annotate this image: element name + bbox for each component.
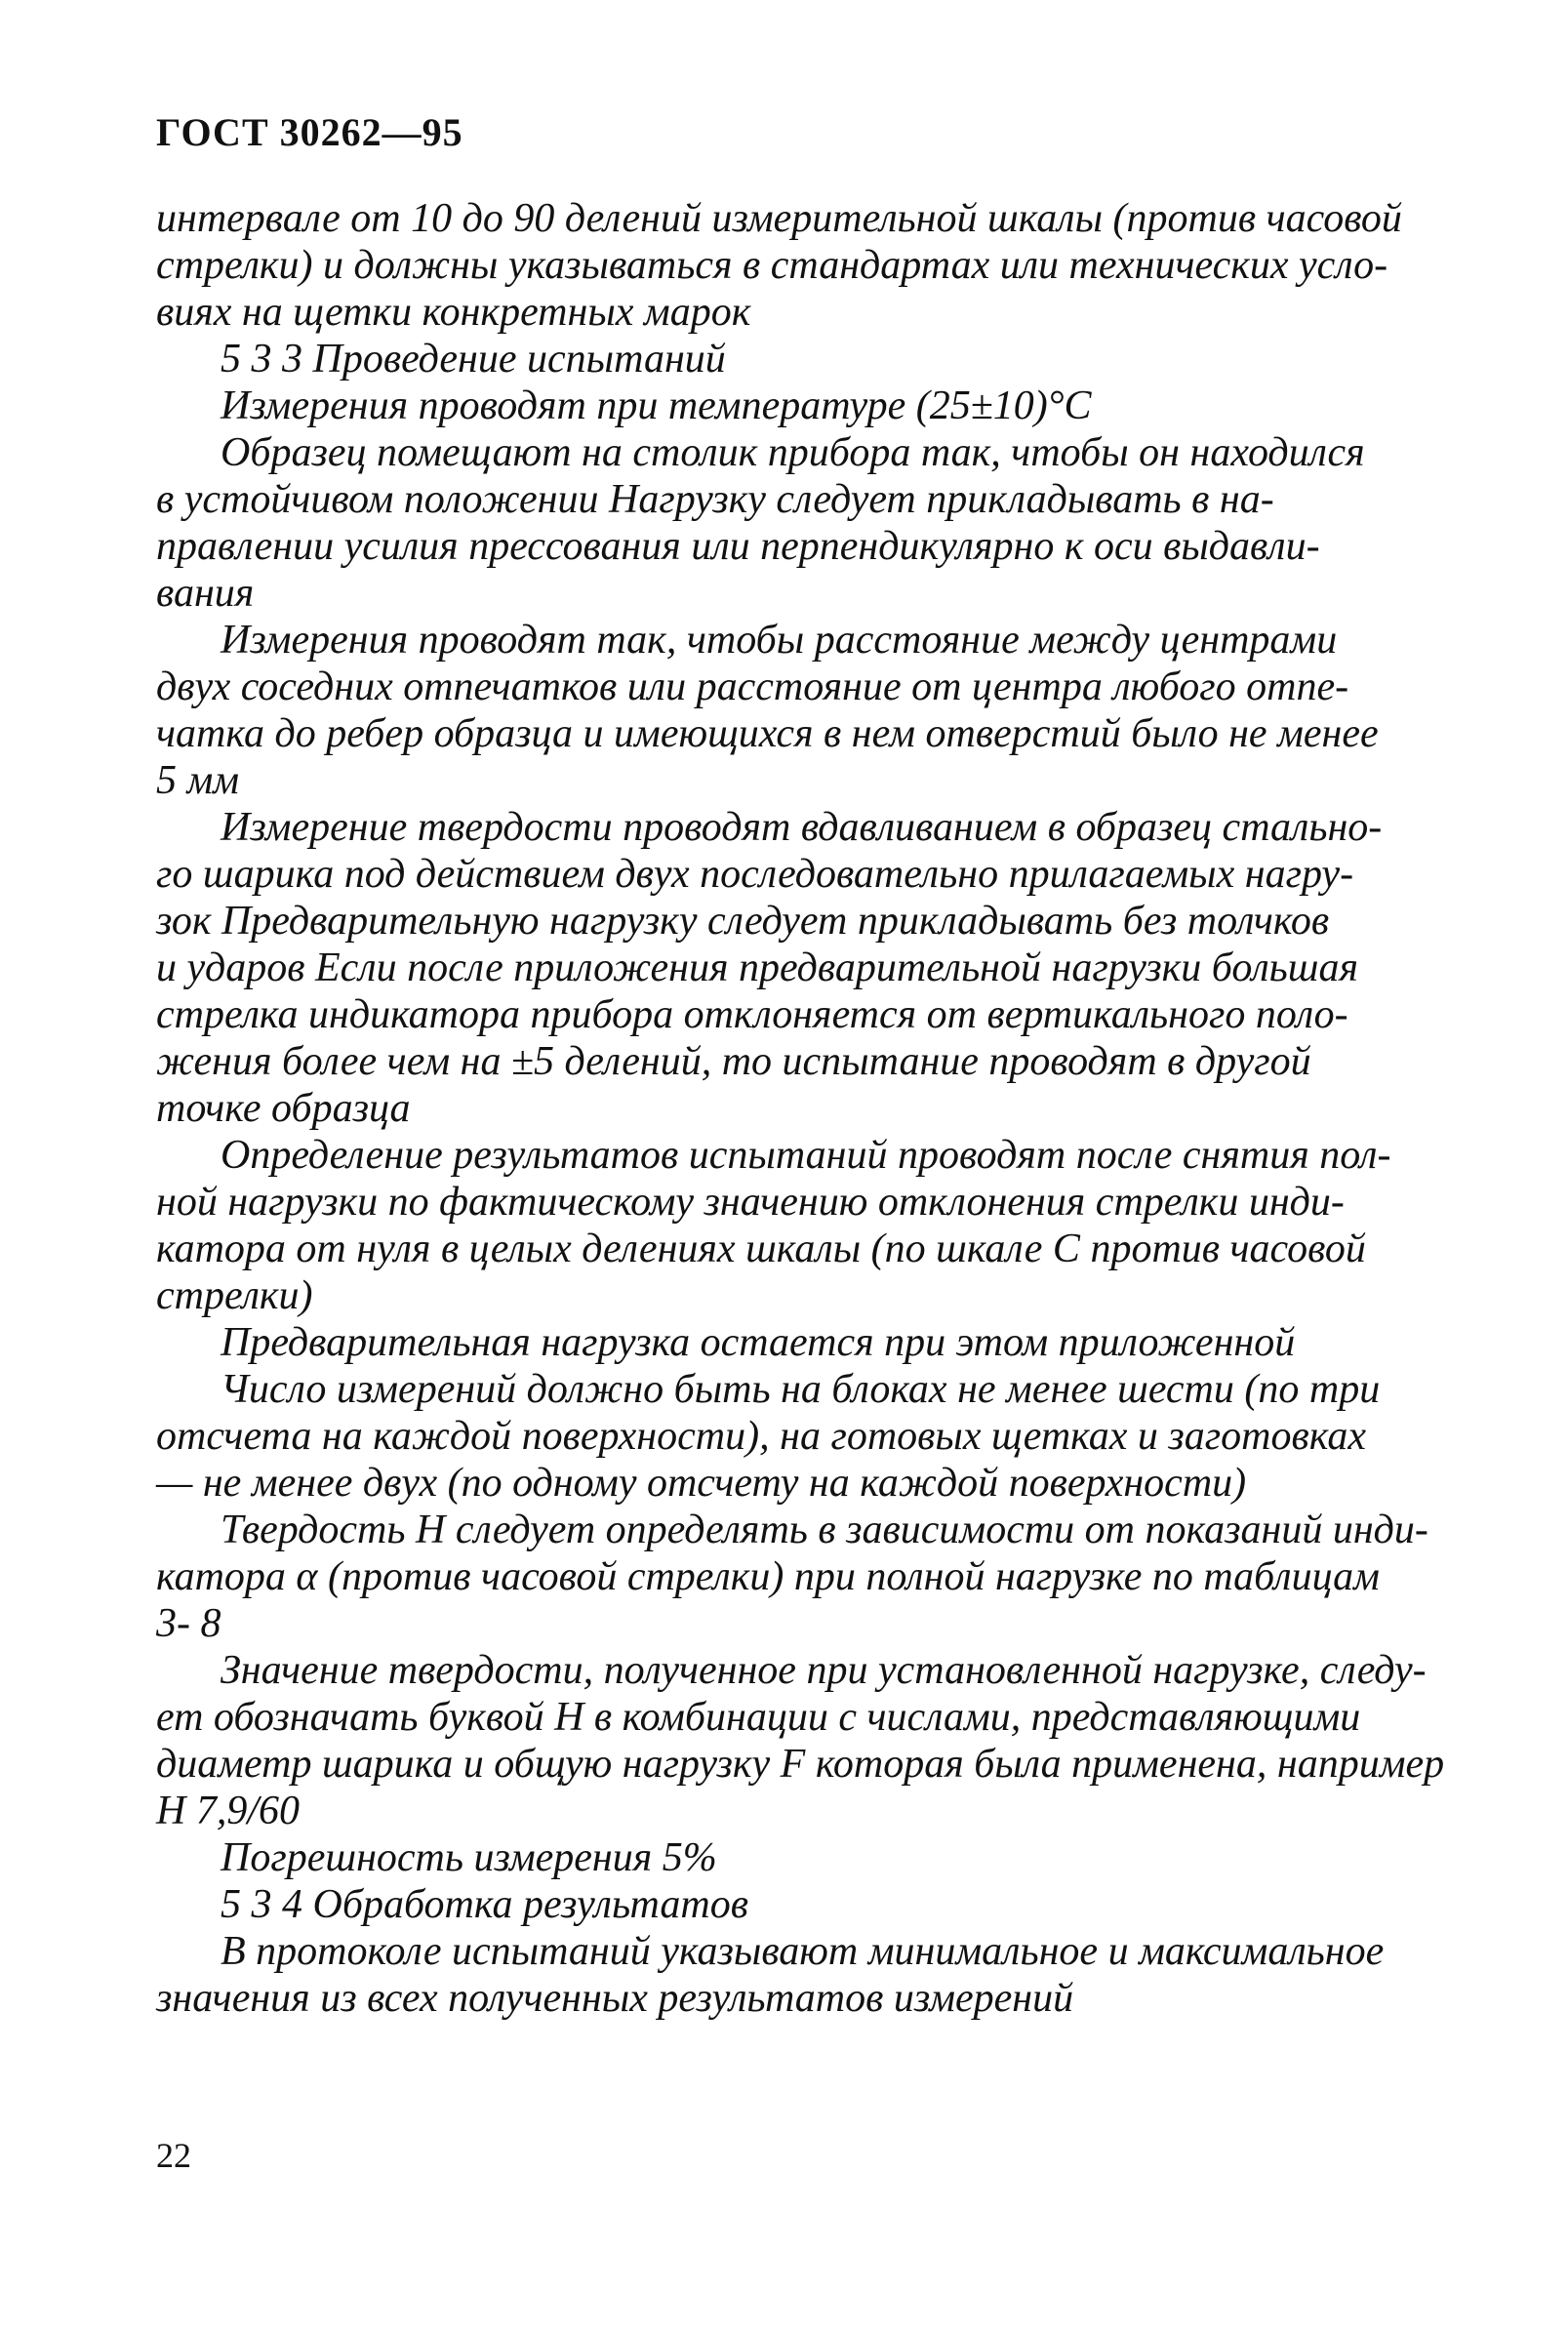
paragraph-p07 (156, 1132, 1542, 1319)
paragraph-p02 (156, 336, 1542, 382)
text-line: Число измерений должно быть на блоках не менее шести (по три (221, 1367, 1381, 1412)
paragraph-p13 (156, 1881, 1542, 1928)
text-line: катора α (против часовой стрелки) при полной нагрузке по таблицам (156, 1554, 1380, 1599)
text-line: диаметр шарика и общую нагрузку F которая была применена, например (156, 1742, 1445, 1787)
text-line: правлении усилия прессования или перпендикулярно к оси выдавли- (156, 524, 1320, 569)
text-line: ной нагрузки по фактическому значению отклонения стрелки инди- (156, 1180, 1345, 1225)
text-line: 3- 8 (156, 1601, 221, 1646)
paragraph-p04 (156, 429, 1542, 617)
text-line: Предварительная нагрузка остается при этом приложенной (221, 1320, 1296, 1365)
text-line: стрелки) и должны указываться в стандартах или технических усло- (156, 243, 1388, 288)
text-line: — не менее двух (по одному отсчету на каждой поверхности) (156, 1461, 1247, 1506)
text-line: ет обозначать буквой Н в комбинации с числами, представляющими (156, 1695, 1361, 1740)
text-line: Погрешность измерения 5% (221, 1835, 717, 1880)
text-line: отсчета на каждой поверхности), на готовых щетках и заготовках (156, 1414, 1366, 1459)
page-number: 22 (156, 2136, 191, 2175)
text-line: Определение результатов испытаний проводят после снятия пол- (221, 1133, 1391, 1178)
paragraph-p14 (156, 1928, 1542, 2022)
body-text (156, 195, 1542, 2022)
text-line: Измерение твердости проводят вдавливанием в образец стально- (221, 805, 1383, 850)
paragraph-p10 (156, 1507, 1542, 1647)
text-line: Значение твердости, полученное при установленной нагрузке, следу- (221, 1648, 1427, 1693)
paragraph-p12 (156, 1834, 1542, 1881)
text-line: в устойчивом положении Нагрузку следует прикладывать в на- (156, 477, 1274, 522)
text-line: катора от нуля в целых делениях шкалы (по шкале С против часовой (156, 1227, 1366, 1271)
paragraph-p06 (156, 804, 1542, 1132)
paragraph-p09 (156, 1366, 1542, 1507)
paragraph-p03 (156, 382, 1542, 429)
text-line: 5 3 4 Обработка результатов (221, 1882, 748, 1927)
text-line: зок Предварительную нагрузку следует прикладывать без толчков (156, 899, 1330, 944)
text-line: Измерения проводят при температуре (25±10)°C (221, 383, 1092, 428)
text-line: вания (156, 571, 255, 616)
text-line: го шарика под действием двух последовательно прилагаемых нагру- (156, 852, 1354, 897)
text-line: стрелка индикатора прибора отклоняется от вертикального поло- (156, 992, 1348, 1037)
text-line: Н 7,9/60 (156, 1789, 300, 1833)
text-line: Измерения проводят так, чтобы расстояние между центрами (221, 618, 1338, 663)
text-line: двух соседних отпечатков или расстояние от центра любого отпе- (156, 664, 1349, 709)
text-line: жения более чем на ±5 делений, то испытание проводят в другой (156, 1039, 1311, 1084)
paragraph-p01 (156, 195, 1542, 336)
standard-header: ГОСТ 30262—95 (156, 110, 463, 154)
text-line: В протоколе испытаний указывают минимальное и максимальное (221, 1929, 1385, 1974)
text-line: виях на щетки конкретных марок (156, 290, 751, 335)
paragraph-p08 (156, 1319, 1542, 1366)
text-line: 5 3 3 Проведение испытаний (221, 337, 726, 382)
text-line: точке образца (156, 1086, 411, 1131)
text-line: 5 мм (156, 758, 240, 803)
paragraph-p11 (156, 1647, 1542, 1834)
text-line: чатка до ребер образца и имеющихся в нем отверстий было не менее (156, 711, 1379, 756)
text-line: интервале от 10 до 90 делений измерительной шкалы (против часовой (156, 196, 1402, 241)
paragraph-p05 (156, 617, 1542, 804)
text-line: стрелки) (156, 1273, 313, 1318)
text-line: значения из всех полученных результатов измерений (156, 1976, 1074, 2021)
text-line: Твердость Н следует определять в зависимости от показаний инди- (221, 1508, 1428, 1552)
text-line: и ударов Если после приложения предварительной нагрузки большая (156, 945, 1358, 990)
text-line: Образец помещают на столик прибора так, чтобы он находился (221, 430, 1365, 475)
